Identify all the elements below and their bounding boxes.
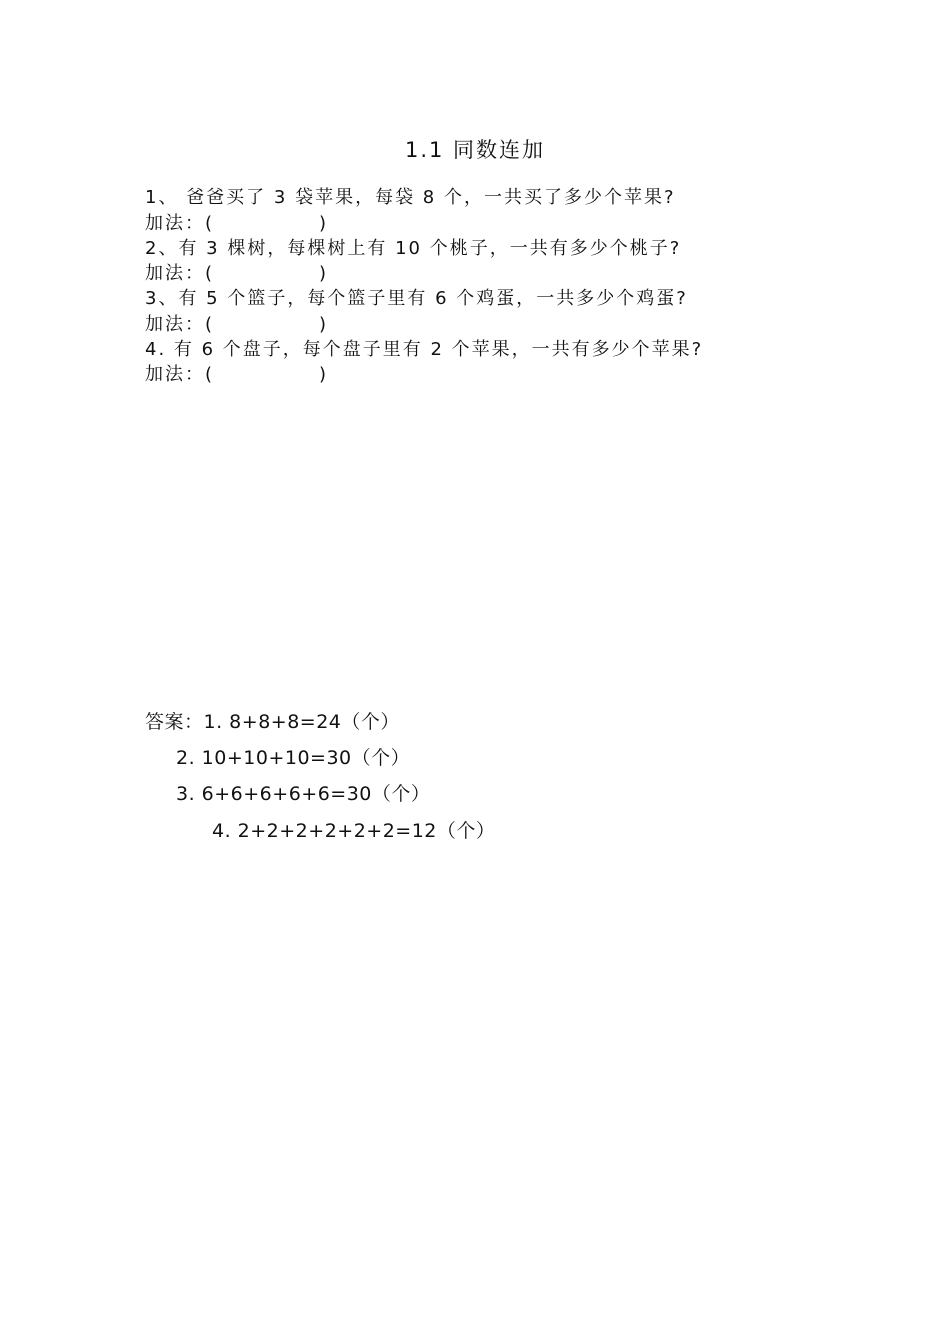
addition-prompt: 加法： (145, 213, 205, 234)
page-title: 1.1 同数连加 (404, 138, 546, 162)
open-paren: ( (205, 263, 215, 284)
answer-3: 3. 6+6+6+6+6=30（个） (176, 783, 431, 805)
answer-blank-3 (145, 313, 328, 337)
open-paren: ( (205, 364, 215, 385)
answer-blank-2 (145, 262, 328, 286)
addition-prompt: 加法： (145, 263, 205, 284)
question-3: 3、有 5 个篮子，每个篮子里有 6 个鸡蛋，一共多少个鸡蛋? (145, 288, 688, 309)
open-paren: ( (205, 314, 215, 335)
close-paren: ) (319, 213, 329, 234)
answers-label: 答案： (145, 711, 204, 733)
answer-2: 2. 10+10+10=30（个） (176, 747, 411, 769)
question-4: 4. 有 6 个盘子，每个盘子里有 2 个苹果，一共有多少个苹果? (145, 339, 704, 360)
answer-blank-4 (145, 363, 328, 387)
answer-1-line (145, 709, 400, 735)
addition-prompt: 加法： (145, 314, 205, 335)
addition-prompt: 加法： (145, 364, 205, 385)
answer-1: 1. 8+8+8=24（个） (203, 711, 400, 733)
close-paren: ) (319, 263, 329, 284)
answer-4: 4. 2+2+2+2+2+2=12（个） (212, 820, 496, 842)
close-paren: ) (319, 364, 329, 385)
question-1: 1、 爸爸买了 3 袋苹果，每袋 8 个，一共买了多少个苹果? (145, 187, 676, 208)
answer-blank-1 (145, 212, 328, 236)
open-paren: ( (205, 213, 215, 234)
question-2: 2、有 3 棵树，每棵树上有 10 个桃子，一共有多少个桃子? (145, 238, 682, 259)
close-paren: ) (319, 314, 329, 335)
